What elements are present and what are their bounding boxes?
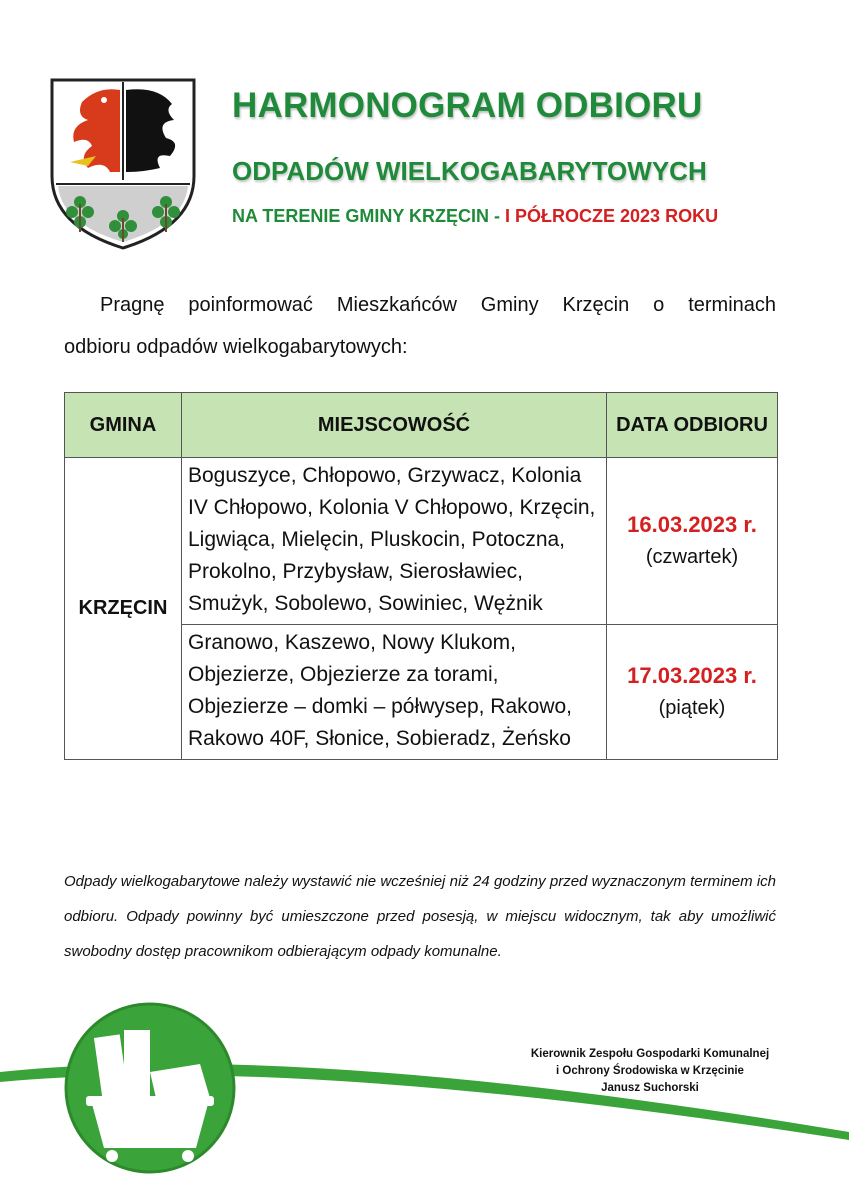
pickup-day: (piątek) — [658, 697, 726, 719]
gmina-cell: KRZĘCIN — [65, 458, 182, 760]
intro-line-1: Pragnę poinformować Mieszkańców Gminy Krzęcin o terminach — [100, 294, 776, 316]
area-label: NA TERENIE GMINY KRZĘCIN - — [232, 206, 506, 226]
area-period-line — [232, 206, 802, 227]
places-cell: Granowo, Kaszewo, Nowy Klukom, Objezierze, Objezierze za torami, Objezierze – domki – półwysep, Rakowo, Rakowo 40F, Słonice, Sobieradz, Żeńsko — [182, 625, 607, 760]
pickup-date: 17.03.2023 r. — [627, 663, 757, 688]
coat-of-arms-icon — [48, 76, 198, 252]
bulky-waste-bin-icon — [0, 1000, 849, 1200]
placement-note: Odpady wielkogabarytowe należy wystawić nie wcześniej niż 24 godziny przed wyznaczonym terminem ich odbioru. Odpady powinny być umieszczone przed posesją, w miejscu widocznym, tak aby umożliwić swobodny dostęp pracownikom odbierającym odpady komunalne. — [64, 873, 776, 960]
period-label: I PÓŁROCZE 2023 ROKU — [505, 206, 719, 226]
intro-line-2: odbioru odpadów wielkogabarytowych: — [64, 336, 408, 358]
header-gmina: GMINA — [65, 393, 182, 458]
signature-line-2: i Ochrony Środowiska w Krzęcinie — [556, 1065, 744, 1077]
intro-text — [64, 284, 776, 368]
signature-block — [470, 1046, 830, 1097]
header-miejscowosc: MIEJSCOWOŚĆ — [182, 393, 607, 458]
page-title: HARMONOGRAM ODBIORU — [232, 86, 703, 125]
page-subtitle: ODPADÓW WIELKOGABARYTOWYCH — [232, 156, 707, 186]
signature-line-1: Kierownik Zespołu Gospodarki Komunalnej — [530, 1048, 770, 1060]
table-header-row — [65, 393, 778, 458]
date-cell — [607, 458, 778, 625]
pickup-date: 16.03.2023 r. — [627, 512, 757, 537]
signature-name: Janusz Suchorski — [601, 1082, 699, 1094]
pickup-day: (czwartek) — [645, 546, 739, 568]
date-cell — [607, 625, 778, 760]
table-row — [65, 458, 778, 625]
schedule-table — [64, 392, 778, 760]
header-data-odbioru: DATA ODBIORU — [607, 393, 778, 458]
places-cell: Boguszyce, Chłopowo, Grzywacz, Kolonia IV Chłopowo, Kolonia V Chłopowo, Krzęcin, Ligwiąca, Mielęcin, Pluskocin, Potoczna, Prokolno, Przybysław, Sierosławiec, Smużyk, Sobolewo, Sowiniec, Wężnik — [182, 458, 607, 625]
